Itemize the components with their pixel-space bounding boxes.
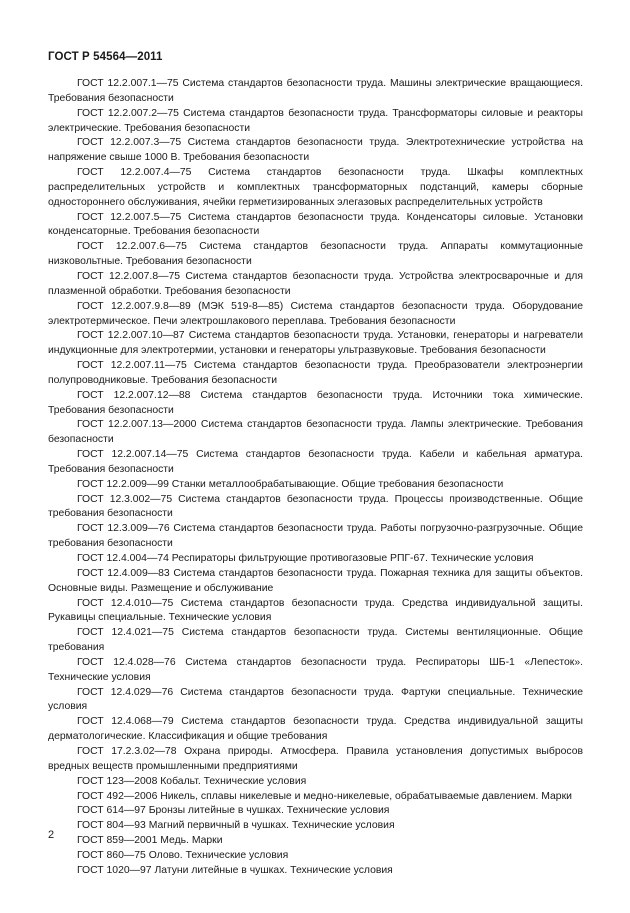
reference-item: ГОСТ 12.2.007.6—75 Система стандартов безопасности труда. Аппараты коммутационные низковольтные. Требования безопасности: [48, 241, 583, 268]
reference-item: ГОСТ 860—75 Олово. Технические условия: [77, 849, 289, 861]
reference-item: ГОСТ 614—97 Бронзы литейные в чушках. Технические условия: [77, 805, 390, 817]
reference-item: ГОСТ 123—2008 Кобальт. Технические условия: [77, 775, 307, 787]
reference-item: ГОСТ 17.2.3.02—78 Охрана природы. Атмосфера. Правила установления допустимых выбросов вредных веществ промышленными предприятиями: [48, 745, 583, 772]
reference-item: ГОСТ 12.2.007.2—75 Система стандартов безопасности труда. Трансформаторы силовые и реакторы электрические. Требования безопасности: [48, 107, 583, 134]
reference-item: ГОСТ 12.2.007.1—75 Система стандартов безопасности труда. Машины электрические вращающиеся. Требования безопасности: [48, 78, 583, 104]
reference-item: ГОСТ 12.4.028—76 Система стандартов безопасности труда. Респираторы ШБ-1 «Лепесток». Технические условия: [48, 656, 583, 683]
reference-item: ГОСТ 804—93 Магний первичный в чушках. Технические условия: [77, 820, 395, 832]
reference-item: ГОСТ 492—2006 Никель, сплавы никелевые и медно-никелевые, обрабатываемые давлением. Марки: [77, 790, 572, 802]
reference-item: ГОСТ 12.3.002—75 Система стандартов безопасности труда. Процессы производственные. Общие требования безопасности: [48, 493, 583, 520]
reference-item: ГОСТ 12.2.007.8—75 Система стандартов безопасности труда. Устройства электросварочные и для плазменной обработки. Требования безопасности: [48, 270, 583, 297]
reference-item: ГОСТ 12.3.009—76 Система стандартов безопасности труда. Работы погрузочно-разгрузочные. Общие требования безопасности: [48, 523, 583, 550]
normative-references-list: [48, 77, 583, 879]
reference-item: ГОСТ 12.2.007.4—75 Система стандартов безопасности труда. Шкафы комплектных распределительных устройств и комплектных трансформаторных подстанций, камеры сборные одностороннего обслуживания, ячейки герметизированных элегазовых распределительных устройств: [48, 167, 583, 208]
reference-item: ГОСТ 12.2.007.14—75 Система стандартов безопасности труда. Кабели и кабельная арматура. Требования безопасности: [48, 449, 583, 475]
reference-item: ГОСТ 1020—97 Латуни литейные в чушках. Технические условия: [77, 864, 393, 876]
reference-item: ГОСТ 12.2.007.3—75 Система стандартов безопасности труда. Электротехнические устройства на напряжение свыше 1000 В. Требования безопасности: [48, 137, 583, 164]
reference-item: ГОСТ 12.4.009—83 Система стандартов безопасности труда. Пожарная техника для защиты объектов. Основные виды. Размещение и обслуживание: [48, 567, 583, 594]
reference-item: ГОСТ 12.4.021—75 Система стандартов безопасности труда. Системы вентиляционные. Общие требования: [48, 627, 583, 654]
reference-item: ГОСТ 12.2.007.13—2000 Система стандартов безопасности труда. Лампы электрические. Требования безопасности: [48, 419, 583, 446]
reference-item: ГОСТ 12.2.007.12—88 Система стандартов безопасности труда. Источники тока химические. Требования безопасности: [48, 389, 583, 416]
reference-item: ГОСТ 12.4.068—79 Система стандартов безопасности труда. Средства индивидуальной защиты дерматологические. Классификация и общие требования: [48, 716, 583, 743]
page-number: 2: [48, 829, 55, 841]
reference-item: ГОСТ 12.4.004—74 Респираторы фильтрующие противогазовые РПГ-67. Технические условия: [77, 553, 534, 564]
reference-item: ГОСТ 12.4.010—75 Система стандартов безопасности труда. Средства индивидуальной защиты. Рукавицы специальные. Технические условия: [48, 597, 583, 624]
reference-item: ГОСТ 859—2001 Медь. Марки: [77, 835, 223, 847]
reference-item: ГОСТ 12.2.009—99 Станки металлообрабатывающие. Общие требования безопасности: [77, 478, 504, 490]
document-header: ГОСТ Р 54564—2011: [48, 51, 163, 63]
reference-item: ГОСТ 12.2.007.11—75 Система стандартов безопасности труда. Преобразователи электроэнергии полупроводниковые. Требования безопасности: [48, 360, 583, 386]
reference-item: ГОСТ 12.2.007.9.8—89 (МЭК 519-8—85) Система стандартов безопасности труда. Оборудование электротермическое. Печи электрошлакового переплава. Требования безопасности: [48, 300, 583, 327]
reference-item: ГОСТ 12.4.029—76 Система стандартов безопасности труда. Фартуки специальные. Технические условия: [48, 686, 583, 713]
reference-item: ГОСТ 12.2.007.5—75 Система стандартов безопасности труда. Конденсаторы силовые. Установки конденсаторные. Требования безопасности: [48, 211, 583, 238]
reference-item: ГОСТ 12.2.007.10—87 Система стандартов безопасности труда. Установки, генераторы и нагреватели индукционные для электротермии, установки и генераторы ультразвуковые. Требования безопасности: [48, 330, 583, 357]
